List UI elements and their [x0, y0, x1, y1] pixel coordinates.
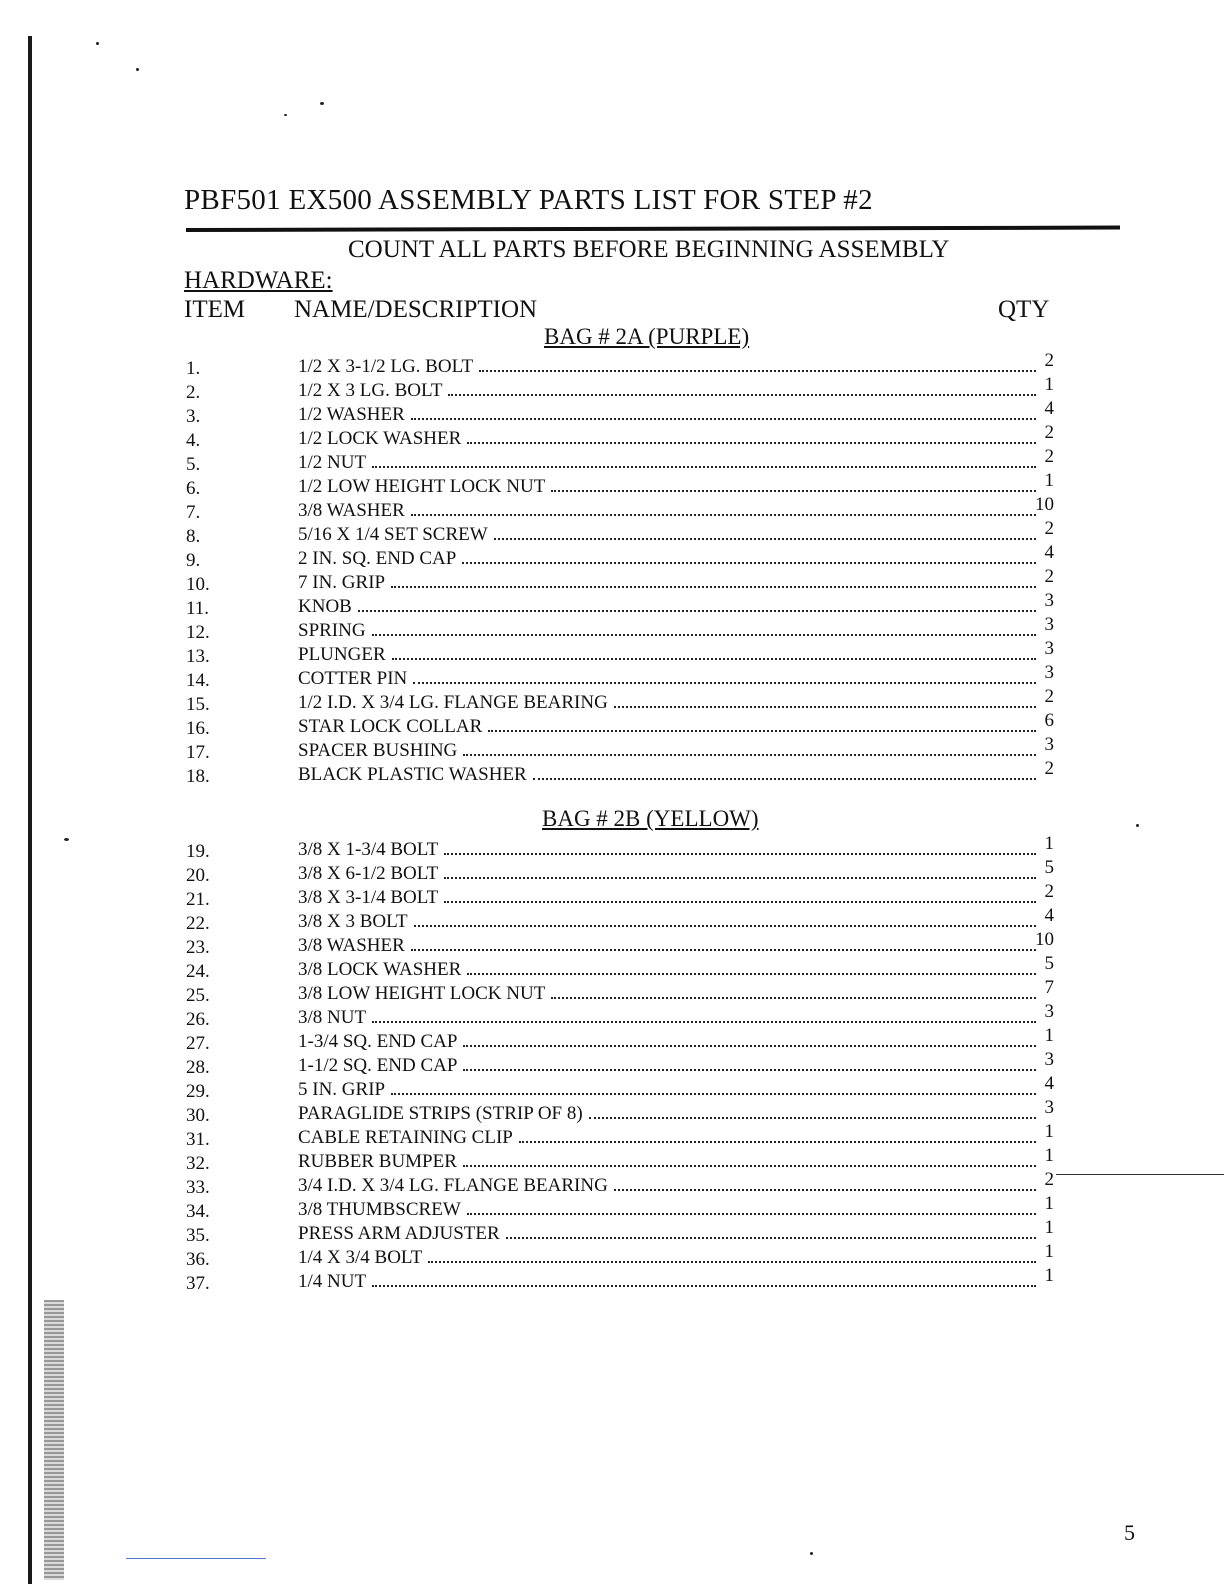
dot-leader	[488, 716, 1036, 732]
scan-edge-left	[28, 36, 32, 1584]
page-number: 5	[1124, 1520, 1135, 1545]
part-quantity: 3	[1044, 614, 1054, 635]
part-description: 3/8 X 3 BOLT	[298, 911, 408, 932]
part-quantity: 2	[1044, 518, 1054, 539]
part-quantity: 2	[1044, 566, 1054, 587]
part-row	[186, 566, 1066, 595]
part-description: 3/4 I.D. X 3/4 LG. FLANGE BEARING	[298, 1175, 608, 1196]
scan-speck	[320, 102, 324, 105]
part-quantity: 2	[1044, 1169, 1054, 1190]
part-row	[186, 686, 1066, 715]
part-number: 33.	[186, 1177, 210, 1198]
part-number: 4.	[186, 430, 201, 451]
part-row	[186, 1217, 1066, 1246]
part-description-wrap	[298, 475, 1036, 499]
part-number: 21.	[186, 889, 210, 910]
part-row	[186, 542, 1066, 571]
part-description-wrap	[298, 523, 1036, 547]
part-row	[186, 398, 1066, 427]
part-description: 5/16 X 1/4 SET SCREW	[298, 524, 488, 545]
part-description-wrap	[298, 1270, 1036, 1294]
part-quantity: 2	[1044, 686, 1054, 707]
part-description-wrap	[298, 1246, 1036, 1270]
part-quantity: 3	[1044, 662, 1054, 683]
part-description: PRESS ARM ADJUSTER	[298, 1223, 500, 1244]
part-number: 31.	[186, 1129, 210, 1150]
dot-leader	[372, 620, 1036, 636]
part-row	[186, 734, 1066, 763]
part-quantity: 3	[1044, 734, 1054, 755]
part-description-wrap	[298, 838, 1036, 862]
part-quantity: 10	[1035, 929, 1054, 950]
parts-list-bag-2a	[186, 350, 1066, 787]
dot-leader	[463, 1151, 1036, 1167]
part-quantity: 2	[1044, 758, 1054, 779]
part-description: 7 IN. GRIP	[298, 572, 386, 593]
dot-leader	[448, 380, 1036, 396]
part-number: 6.	[186, 478, 201, 499]
dot-leader	[467, 959, 1036, 975]
dot-leader	[391, 1079, 1036, 1095]
scan-speck	[284, 114, 287, 116]
part-quantity: 1	[1044, 1241, 1054, 1262]
dot-leader	[392, 644, 1036, 660]
part-quantity: 1	[1044, 374, 1054, 395]
part-number: 24.	[186, 961, 210, 982]
dot-leader	[614, 1175, 1036, 1191]
part-description: SPACER BUSHING	[298, 740, 458, 761]
part-description: 3/8 LOCK WASHER	[298, 959, 462, 980]
dot-leader	[463, 1031, 1036, 1047]
part-description-wrap	[298, 595, 1036, 619]
dot-leader	[428, 1247, 1036, 1263]
part-description: 5 IN. GRIP	[298, 1079, 386, 1100]
dot-leader	[494, 524, 1036, 540]
dot-leader	[462, 548, 1036, 564]
part-number: 28.	[186, 1057, 210, 1078]
part-quantity: 4	[1044, 542, 1054, 563]
part-quantity: 2	[1044, 350, 1054, 371]
part-quantity: 3	[1044, 1049, 1054, 1070]
part-row	[186, 1097, 1066, 1126]
part-number: 16.	[186, 718, 210, 739]
part-row	[186, 881, 1066, 910]
part-description: 1/4 NUT	[298, 1271, 367, 1292]
part-quantity: 3	[1044, 1097, 1054, 1118]
part-row	[186, 518, 1066, 547]
part-quantity: 10	[1035, 494, 1054, 515]
part-description-wrap	[298, 379, 1036, 403]
part-description-wrap	[298, 910, 1036, 934]
part-quantity: 1	[1044, 1265, 1054, 1286]
part-description-wrap	[298, 1126, 1036, 1150]
part-description-wrap	[298, 547, 1036, 571]
part-number: 20.	[186, 865, 210, 886]
dot-leader	[479, 356, 1036, 372]
part-description: 3/8 X 1-3/4 BOLT	[298, 839, 439, 860]
part-number: 22.	[186, 913, 210, 934]
part-quantity: 1	[1044, 1217, 1054, 1238]
part-number: 1.	[186, 358, 201, 379]
part-quantity: 2	[1044, 422, 1054, 443]
part-description: 3/8 WASHER	[298, 935, 405, 956]
part-number: 18.	[186, 766, 210, 787]
part-description: 1/2 LOCK WASHER	[298, 428, 462, 449]
part-number: 26.	[186, 1009, 210, 1030]
part-quantity: 1	[1044, 833, 1054, 854]
part-number: 23.	[186, 937, 210, 958]
part-description: 3/8 X 6-1/2 BOLT	[298, 863, 439, 884]
part-row	[186, 422, 1066, 451]
part-quantity: 1	[1044, 1121, 1054, 1142]
part-description: 1/2 X 3-1/2 LG. BOLT	[298, 356, 474, 377]
part-description-wrap	[298, 862, 1036, 886]
part-description: 1/2 LOW HEIGHT LOCK NUT	[298, 476, 546, 497]
part-row	[186, 710, 1066, 739]
part-description: 2 IN. SQ. END CAP	[298, 548, 457, 569]
part-number: 14.	[186, 670, 210, 691]
part-row	[186, 1193, 1066, 1222]
dot-leader	[358, 596, 1036, 612]
part-row	[186, 977, 1066, 1006]
part-description-wrap	[298, 403, 1036, 427]
dot-leader	[533, 764, 1036, 780]
part-quantity: 1	[1044, 1025, 1054, 1046]
dot-leader	[506, 1223, 1036, 1239]
dot-leader	[467, 428, 1036, 444]
part-quantity: 4	[1044, 1073, 1054, 1094]
part-row	[186, 953, 1066, 982]
part-row	[186, 494, 1066, 523]
part-number: 7.	[186, 502, 201, 523]
scan-edge-speckle	[44, 1300, 64, 1580]
part-quantity: 3	[1044, 1001, 1054, 1022]
part-row	[186, 470, 1066, 499]
part-description-wrap	[298, 886, 1036, 910]
dot-leader	[413, 668, 1036, 684]
part-description-wrap	[298, 643, 1036, 667]
title-rule	[186, 226, 1120, 232]
column-header-qty: QTY	[998, 296, 1050, 323]
dot-leader	[614, 692, 1036, 708]
part-description-wrap	[298, 1078, 1036, 1102]
part-row	[186, 929, 1066, 958]
dot-leader	[411, 500, 1036, 516]
dot-leader	[589, 1103, 1036, 1119]
part-quantity: 5	[1044, 857, 1054, 878]
scan-speck	[136, 68, 139, 71]
part-description-wrap	[298, 1030, 1036, 1054]
part-description: 3/8 X 3-1/4 BOLT	[298, 887, 439, 908]
part-number: 32.	[186, 1153, 210, 1174]
part-number: 25.	[186, 985, 210, 1006]
part-description-wrap	[298, 763, 1036, 787]
column-header-item: ITEM	[184, 296, 246, 323]
dot-leader	[444, 887, 1036, 903]
part-description-wrap	[298, 1198, 1036, 1222]
part-row	[186, 905, 1066, 934]
part-number: 13.	[186, 646, 210, 667]
bag-title-2a: BAG # 2A (PURPLE)	[544, 324, 750, 349]
part-description: STAR LOCK COLLAR	[298, 716, 483, 737]
part-description: 1/4 X 3/4 BOLT	[298, 1247, 423, 1268]
part-description: 1/2 NUT	[298, 452, 367, 473]
part-quantity: 1	[1044, 1193, 1054, 1214]
dot-leader	[463, 740, 1036, 756]
part-row	[186, 1073, 1066, 1102]
part-row	[186, 446, 1066, 475]
part-description: 1/2 I.D. X 3/4 LG. FLANGE BEARING	[298, 692, 608, 713]
part-number: 30.	[186, 1105, 210, 1126]
part-row	[186, 758, 1066, 787]
part-row	[186, 833, 1066, 862]
section-label-hardware: HARDWARE:	[184, 267, 333, 294]
part-description-wrap	[298, 982, 1036, 1006]
part-row	[186, 374, 1066, 403]
part-number: 10.	[186, 574, 210, 595]
dot-leader	[411, 935, 1036, 951]
part-description-wrap	[298, 715, 1036, 739]
part-number: 2.	[186, 382, 201, 403]
document-title: PBF501 EX500 ASSEMBLY PARTS LIST FOR STEP #2	[184, 184, 873, 216]
parts-list-bag-2b	[186, 833, 1066, 1294]
part-row	[186, 1001, 1066, 1030]
part-description-wrap	[298, 958, 1036, 982]
part-number: 19.	[186, 841, 210, 862]
part-description: 1-3/4 SQ. END CAP	[298, 1031, 458, 1052]
part-description-wrap	[298, 355, 1036, 379]
part-description: 1/2 X 3 LG. BOLT	[298, 380, 443, 401]
dot-leader	[372, 452, 1036, 468]
margin-line	[1056, 1174, 1224, 1175]
part-quantity: 4	[1044, 905, 1054, 926]
part-description-wrap	[298, 499, 1036, 523]
part-number: 27.	[186, 1033, 210, 1054]
part-description: 1/2 WASHER	[298, 404, 405, 425]
scan-speck	[64, 838, 69, 841]
part-quantity: 5	[1044, 953, 1054, 974]
part-description: PLUNGER	[298, 644, 386, 665]
part-description-wrap	[298, 934, 1036, 958]
part-description: 3/8 NUT	[298, 1007, 367, 1028]
part-number: 12.	[186, 622, 210, 643]
part-description: 3/8 THUMBSCREW	[298, 1199, 461, 1220]
part-number: 34.	[186, 1201, 210, 1222]
part-description-wrap	[298, 1102, 1036, 1126]
part-description-wrap	[298, 571, 1036, 595]
part-description-wrap	[298, 739, 1036, 763]
part-quantity: 2	[1044, 446, 1054, 467]
part-quantity: 3	[1044, 638, 1054, 659]
part-row	[186, 1145, 1066, 1174]
part-description-wrap	[298, 427, 1036, 451]
part-row	[186, 1121, 1066, 1150]
part-description: 3/8 LOW HEIGHT LOCK NUT	[298, 983, 546, 1004]
dot-leader	[551, 476, 1036, 492]
part-description-wrap	[298, 1150, 1036, 1174]
dot-leader	[372, 1271, 1036, 1287]
part-row	[186, 614, 1066, 643]
part-row	[186, 1169, 1066, 1198]
part-description: BLACK PLASTIC WASHER	[298, 764, 527, 785]
part-description: CABLE RETAINING CLIP	[298, 1127, 513, 1148]
part-quantity: 1	[1044, 1145, 1054, 1166]
scan-speck	[810, 1552, 813, 1555]
part-row	[186, 1025, 1066, 1054]
dot-leader	[467, 1199, 1036, 1215]
part-row	[186, 638, 1066, 667]
part-number: 3.	[186, 406, 201, 427]
part-number: 11.	[186, 598, 210, 619]
dot-leader	[414, 911, 1036, 927]
part-quantity: 3	[1044, 590, 1054, 611]
part-description-wrap	[298, 1054, 1036, 1078]
part-row	[186, 1049, 1066, 1078]
part-number: 5.	[186, 454, 201, 475]
part-description: KNOB	[298, 596, 352, 617]
part-number: 15.	[186, 694, 210, 715]
part-quantity: 1	[1044, 470, 1054, 491]
dot-leader	[444, 863, 1036, 879]
part-description-wrap	[298, 1222, 1036, 1246]
dot-leader	[411, 404, 1036, 420]
part-number: 17.	[186, 742, 210, 763]
part-description: PARAGLIDE STRIPS (STRIP OF 8)	[298, 1103, 583, 1124]
dot-leader	[463, 1055, 1036, 1071]
part-number: 8.	[186, 526, 201, 547]
part-description: COTTER PIN	[298, 668, 408, 689]
part-number: 9.	[186, 550, 201, 571]
scan-speck	[96, 42, 99, 45]
part-row	[186, 590, 1066, 619]
bag-title-2b: BAG # 2B (YELLOW)	[542, 806, 759, 831]
part-description: 1-1/2 SQ. END CAP	[298, 1055, 458, 1076]
part-description-wrap	[298, 1006, 1036, 1030]
part-row	[186, 662, 1066, 691]
dot-leader	[444, 839, 1036, 855]
part-description: SPRING	[298, 620, 366, 641]
document-subtitle: COUNT ALL PARTS BEFORE BEGINNING ASSEMBLY	[348, 236, 950, 263]
part-row	[186, 350, 1066, 379]
part-number: 29.	[186, 1081, 210, 1102]
part-row	[186, 1241, 1066, 1270]
part-description-wrap	[298, 451, 1036, 475]
scan-speck	[1136, 824, 1139, 827]
column-header-name: NAME/DESCRIPTION	[294, 296, 538, 323]
part-number: 36.	[186, 1249, 210, 1270]
part-description-wrap	[298, 1174, 1036, 1198]
part-number: 37.	[186, 1273, 210, 1294]
part-description: RUBBER BUMPER	[298, 1151, 457, 1172]
dot-leader	[391, 572, 1036, 588]
bottom-rule	[126, 1558, 266, 1559]
part-quantity: 7	[1044, 977, 1054, 998]
dot-leader	[372, 1007, 1036, 1023]
part-row	[186, 857, 1066, 886]
dot-leader	[551, 983, 1036, 999]
part-quantity: 6	[1044, 710, 1054, 731]
part-quantity: 4	[1044, 398, 1054, 419]
part-description-wrap	[298, 619, 1036, 643]
part-description-wrap	[298, 667, 1036, 691]
dot-leader	[519, 1127, 1036, 1143]
part-description: 3/8 WASHER	[298, 500, 405, 521]
part-row	[186, 1265, 1066, 1294]
part-description-wrap	[298, 691, 1036, 715]
part-quantity: 2	[1044, 881, 1054, 902]
part-number: 35.	[186, 1225, 210, 1246]
